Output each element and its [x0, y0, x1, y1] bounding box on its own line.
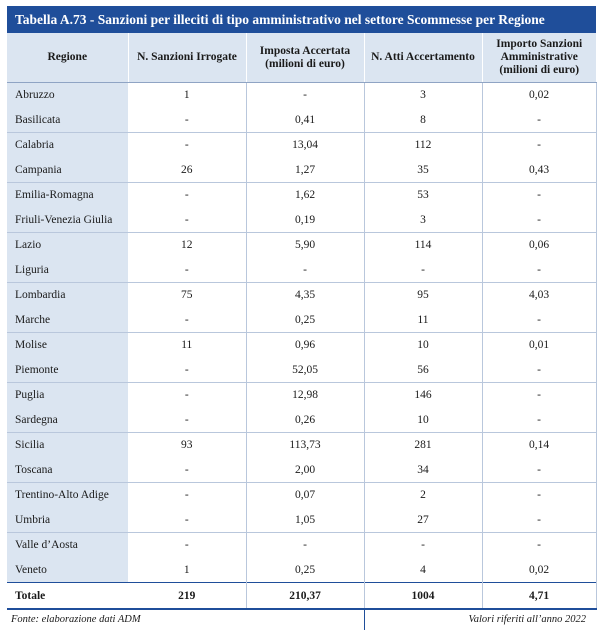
cell-imposta-accertata: - [246, 533, 364, 558]
cell-sanzioni-irrogate: 75 [128, 283, 246, 308]
cell-regione: Sicilia [7, 433, 128, 458]
cell-imposta-accertata: 2,00 [246, 458, 364, 483]
table-row [7, 283, 596, 308]
cell-regione: Marche [7, 308, 128, 333]
cell-atti-accertamento: 10 [417, 413, 429, 426]
cell-importo-sanzioni: - [482, 483, 596, 508]
cell-atti-accertamento: 35 [417, 163, 429, 176]
cell-regione: Toscana [7, 458, 128, 483]
cell-imposta-accertata: 0,25 [246, 308, 364, 333]
cell-importo-sanzioni: - [482, 408, 596, 433]
cell-regione: Puglia [7, 383, 128, 408]
cell-imposta-accertata: 12,98 [246, 383, 364, 408]
cell-imposta-accertata: 0,26 [246, 408, 364, 433]
table-row [7, 208, 596, 233]
cell-atti-accertamento: 3 [420, 213, 426, 226]
table-row [7, 408, 596, 433]
cell-importo-sanzioni: - [482, 108, 596, 133]
cell-regione: Lombardia [7, 283, 128, 308]
cell-atti-accertamento: - [421, 263, 425, 276]
cell-atti-accertamento: 281 [364, 433, 482, 458]
cell-regione: Abruzzo [7, 83, 128, 108]
cell-sanzioni-irrogate: 12 [128, 233, 246, 258]
table-row [7, 533, 596, 558]
table-row [7, 158, 596, 183]
cell-regione: Liguria [7, 258, 128, 283]
table-body [7, 83, 596, 610]
header-row [7, 33, 596, 83]
header-importo-sanzioni: Importo Sanzioni Amministrative (milioni di euro) [482, 33, 596, 83]
cell-sanzioni-irrogate: - [184, 313, 189, 326]
cell-imposta-accertata: 1,05 [246, 508, 364, 533]
cell-imposta-accertata: 210,37 [246, 583, 364, 610]
cell-regione: Friuli-Venezia Giulia [7, 208, 128, 233]
cell-sanzioni-irrogate: 93 [128, 433, 246, 458]
cell-sanzioni-irrogate: 26 [181, 163, 193, 176]
cell-atti-accertamento: 114 [364, 233, 482, 258]
cell-importo-sanzioni: - [482, 458, 596, 483]
cell-importo-sanzioni: - [482, 258, 596, 283]
table-row [7, 308, 596, 333]
table-row [7, 508, 596, 533]
table-row [7, 358, 596, 383]
cell-imposta-accertata: 113,73 [246, 433, 364, 458]
cell-imposta-accertata: - [246, 258, 364, 283]
cell-importo-sanzioni: - [482, 383, 596, 408]
cell-imposta-accertata: 52,05 [246, 358, 364, 383]
cell-imposta-accertata: 0,19 [246, 208, 364, 233]
cell-sanzioni-irrogate: 1 [183, 563, 190, 576]
cell-sanzioni-irrogate: - [128, 183, 246, 208]
cell-sanzioni-irrogate: - [128, 133, 246, 158]
table-footer [7, 610, 596, 630]
cell-regione: Piemonte [7, 358, 128, 383]
cell-regione: Molise [7, 333, 128, 358]
table-row [7, 458, 596, 483]
cell-importo-sanzioni: 0,02 [482, 558, 596, 583]
table-row [7, 333, 596, 358]
cell-atti-accertamento: 11 [417, 313, 429, 326]
table-row [7, 483, 596, 508]
cell-atti-accertamento: 2 [364, 483, 482, 508]
cell-importo-sanzioni: - [482, 133, 596, 158]
cell-sanzioni-irrogate: - [128, 483, 246, 508]
cell-imposta-accertata: 1,62 [246, 183, 364, 208]
sanctions-table [7, 33, 597, 610]
cell-atti-accertamento: 53 [364, 183, 482, 208]
cell-sanzioni-irrogate: 219 [128, 583, 246, 610]
cell-sanzioni-irrogate: - [128, 383, 246, 408]
cell-regione: Valle d’Aosta [7, 533, 128, 558]
cell-atti-accertamento: 27 [417, 513, 429, 526]
cell-atti-accertamento: 56 [417, 363, 429, 376]
cell-atti-accertamento: 4 [420, 563, 426, 576]
cell-importo-sanzioni: 0,43 [482, 158, 596, 183]
cell-imposta-accertata: 0,25 [246, 558, 364, 583]
cell-atti-accertamento: 146 [364, 383, 482, 408]
table-row [7, 258, 596, 283]
cell-imposta-accertata: 0,96 [246, 333, 364, 358]
cell-importo-sanzioni: 0,06 [482, 233, 596, 258]
cell-sanzioni-irrogate: - [184, 513, 189, 526]
cell-imposta-accertata: 0,07 [246, 483, 364, 508]
cell-atti-accertamento: 34 [417, 463, 429, 476]
cell-regione: Sardegna [7, 408, 128, 433]
cell-imposta-accertata: - [246, 83, 364, 108]
table-row [7, 83, 596, 108]
cell-atti-accertamento: 95 [364, 283, 482, 308]
table-title: Tabella A.73 - Sanzioni per illeciti di tipo amministrativo nel settore Scommesse per Regione [7, 6, 596, 33]
cell-importo-sanzioni: 0,14 [482, 433, 596, 458]
table-row [7, 108, 596, 133]
cell-atti-accertamento: 10 [364, 333, 482, 358]
cell-regione: Trentino-Alto Adige [7, 483, 128, 508]
table-row [7, 433, 596, 458]
cell-importo-sanzioni: 0,01 [482, 333, 596, 358]
header-sanzioni-irrogate: N. Sanzioni Irrogate [128, 33, 246, 83]
cell-importo-sanzioni: 4,71 [482, 583, 596, 610]
cell-importo-sanzioni: - [482, 533, 596, 558]
cell-importo-sanzioni: - [482, 183, 596, 208]
cell-atti-accertamento: 8 [420, 113, 426, 126]
cell-sanzioni-irrogate: - [184, 213, 189, 226]
header-atti-accertamento: N. Atti Accertamento [364, 33, 482, 83]
cell-regione: Totale [7, 583, 128, 610]
cell-importo-sanzioni: - [482, 308, 596, 333]
cell-imposta-accertata: 5,90 [246, 233, 364, 258]
cell-importo-sanzioni: - [482, 508, 596, 533]
table-row [7, 383, 596, 408]
cell-sanzioni-irrogate: - [128, 533, 246, 558]
table-row [7, 133, 596, 158]
cell-atti-accertamento: 3 [420, 89, 426, 102]
cell-regione: Lazio [7, 233, 128, 258]
cell-atti-accertamento: 1004 [364, 583, 482, 610]
header-imposta-accertata: Imposta Accertata (milioni di euro) [246, 33, 364, 83]
cell-regione: Emilia-Romagna [7, 183, 128, 208]
cell-regione: Umbria [7, 508, 128, 533]
cell-importo-sanzioni: - [482, 208, 596, 233]
total-row [7, 583, 596, 610]
cell-sanzioni-irrogate: - [184, 413, 189, 426]
cell-importo-sanzioni: - [482, 358, 596, 383]
source-note: Fonte: elaborazione dati ADM [11, 614, 141, 625]
cell-imposta-accertata: 1,27 [246, 158, 364, 183]
cell-sanzioni-irrogate: - [184, 363, 189, 376]
year-note: Valori riferiti all’anno 2022 [468, 614, 586, 625]
table-row [7, 233, 596, 258]
cell-importo-sanzioni: 0,02 [482, 83, 596, 108]
table-row [7, 183, 596, 208]
cell-regione: Calabria [7, 133, 128, 158]
table-row [7, 558, 596, 583]
cell-regione: Basilicata [7, 108, 128, 133]
header-regione: Regione [7, 33, 128, 83]
cell-sanzioni-irrogate: 1 [183, 89, 190, 102]
footer-divider [364, 610, 365, 630]
cell-importo-sanzioni: 4,03 [482, 283, 596, 308]
cell-sanzioni-irrogate: - [184, 263, 189, 276]
cell-atti-accertamento: 112 [364, 133, 482, 158]
cell-imposta-accertata: 0,41 [246, 108, 364, 133]
cell-sanzioni-irrogate: - [184, 463, 189, 476]
cell-imposta-accertata: 13,04 [246, 133, 364, 158]
cell-regione: Campania [7, 158, 128, 183]
table-container [7, 6, 596, 630]
cell-regione: Veneto [7, 558, 128, 583]
cell-sanzioni-irrogate: - [184, 113, 189, 126]
cell-sanzioni-irrogate: 11 [128, 333, 246, 358]
cell-atti-accertamento: - [364, 533, 482, 558]
cell-imposta-accertata: 4,35 [246, 283, 364, 308]
